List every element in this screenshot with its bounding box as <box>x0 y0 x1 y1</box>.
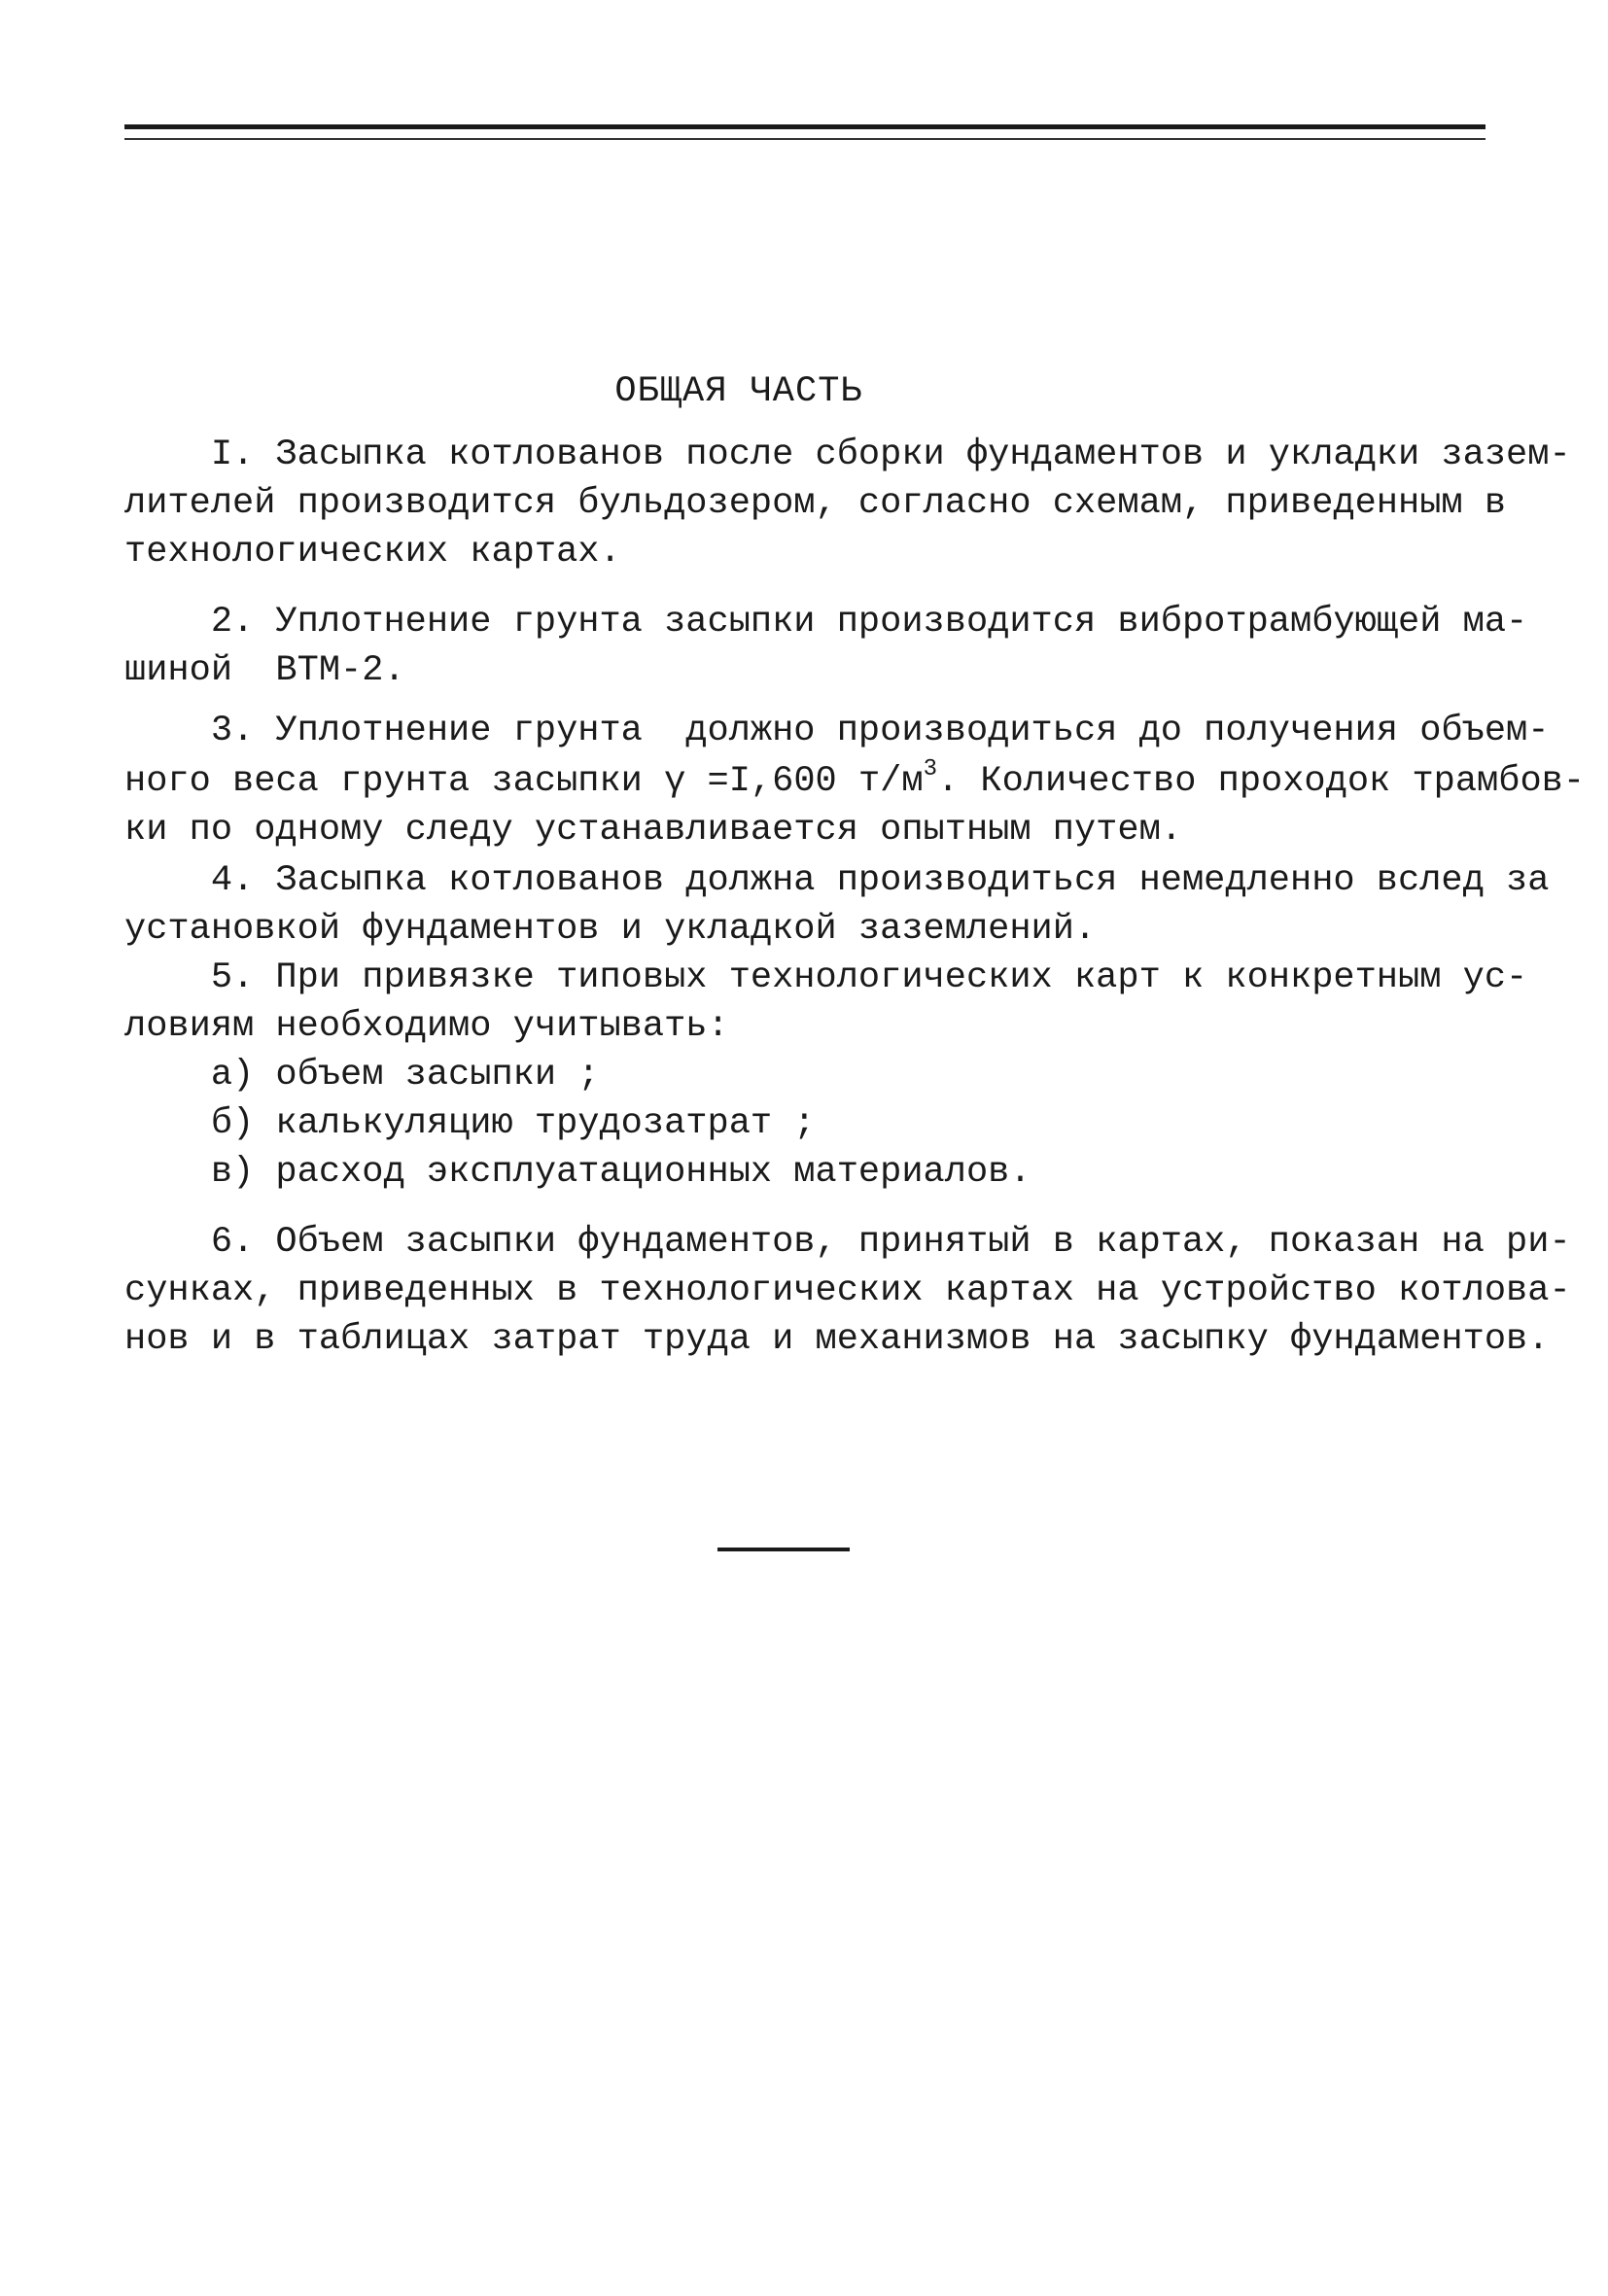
item-5-line-2: ловиям необходимо учитывать: <box>124 1006 729 1047</box>
top-rule-thin <box>124 138 1486 140</box>
item-3-line-2-after: . Количество проходок трамбов- <box>936 761 1586 802</box>
item-1-line-1: I. Засыпка котлованов после сборки фундаментов и укладки зазем- <box>124 435 1571 475</box>
page-title: ОБЩАЯ ЧАСТЬ <box>614 371 863 412</box>
item-5-line-1: 5. При привязке типовых технологических карт к конкретным ус- <box>124 957 1528 998</box>
item-3-line-2 <box>124 758 1585 805</box>
item-5-subitem-b: б) калькуляцию трудозатрат ; <box>124 1103 816 1144</box>
item-5-subitem-a: а) объем засыпки ; <box>124 1055 600 1096</box>
item-2-line-1: 2. Уплотнение грунта засыпки производится вибротрамбующей ма- <box>124 602 1528 643</box>
item-5-subitem-c: в) расход эксплуатационных материалов. <box>124 1152 1031 1193</box>
item-1-line-2: лителей производится бульдозером, согласно схемам, приведенным в <box>124 483 1507 524</box>
item-6-line-3: нов и в таблицах затрат труда и механизмов на засыпку фундаментов. <box>124 1319 1550 1360</box>
item-4-line-1: 4. Засыпка котлованов должна производиться немедленно вслед за <box>124 860 1550 901</box>
density-value: =I,600 т/м <box>685 761 924 802</box>
item-3-line-3: ки по одному следу устанавливается опытным путем. <box>124 810 1182 851</box>
item-4-line-2: установкой фундаментов и укладкой заземлений. <box>124 909 1097 950</box>
item-6-line-2: сунках, приведенных в технологических картах на устройство котлова- <box>124 1270 1571 1311</box>
end-rule <box>717 1548 850 1551</box>
gamma-symbol: γ <box>664 761 686 802</box>
top-rule <box>124 124 1486 129</box>
item-6-line-1: 6. Объем засыпки фундаментов, принятый в картах, показан на ри- <box>124 1222 1571 1263</box>
item-3-line-2-before: ного веса грунта засыпки <box>124 761 665 802</box>
item-1-line-3: технологических картах. <box>124 532 621 573</box>
item-2-line-2: шиной ВТМ-2. <box>124 650 405 691</box>
unit-exponent: 3 <box>923 756 937 783</box>
item-3-line-1: 3. Уплотнение грунта должно производиться до получения объем- <box>124 711 1550 751</box>
